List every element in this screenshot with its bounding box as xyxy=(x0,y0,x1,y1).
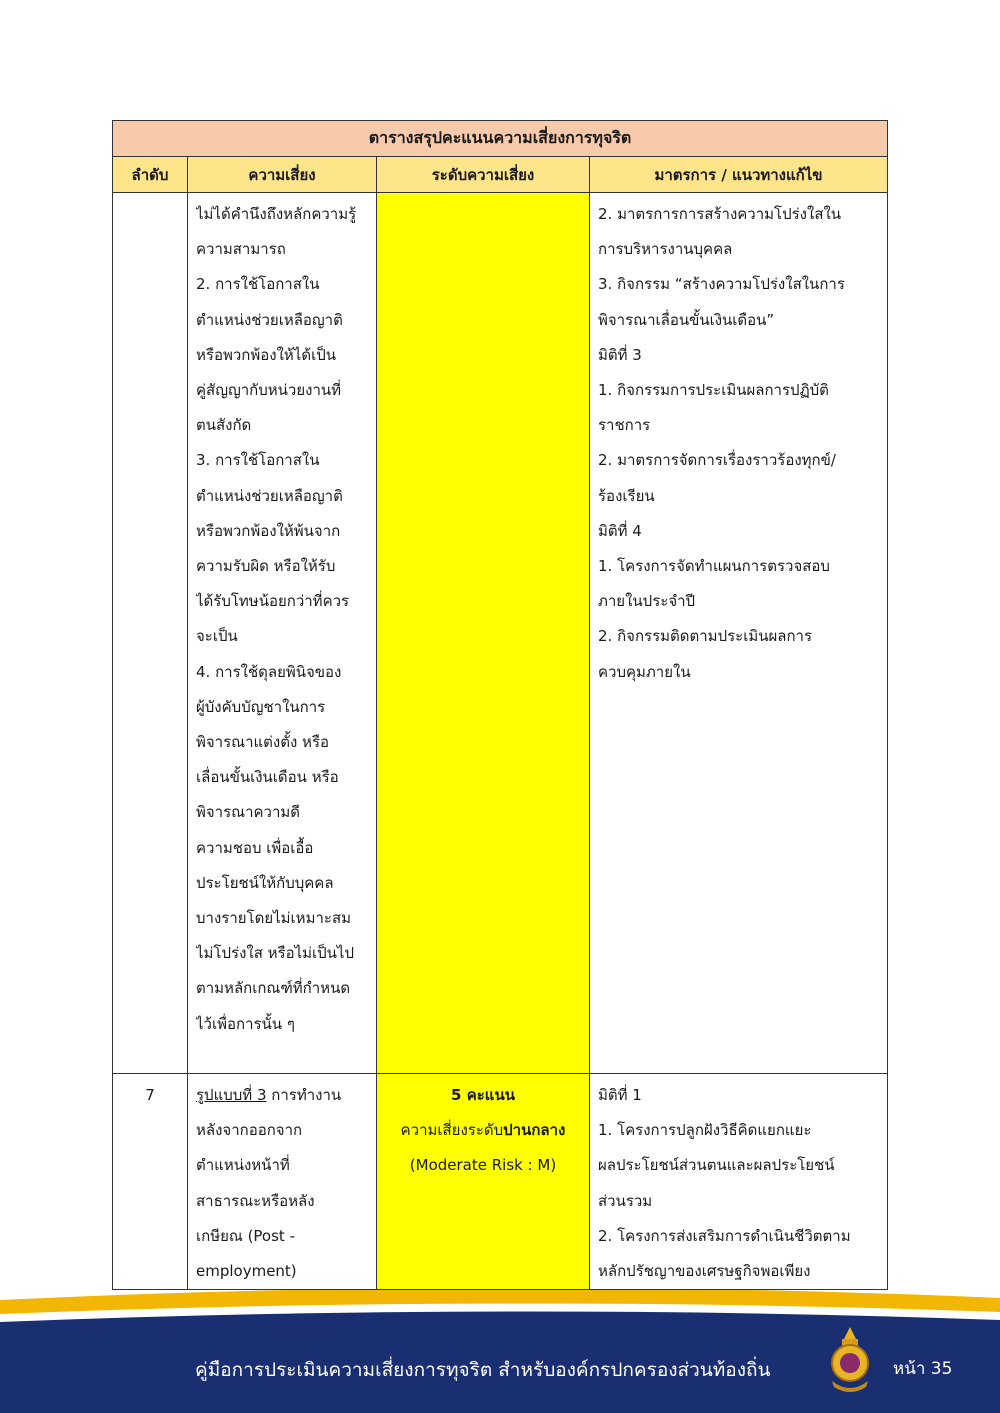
order-cell xyxy=(113,193,188,1074)
table-row xyxy=(113,1074,888,1290)
order-cell xyxy=(113,1074,188,1290)
risk-line: สาธารณะหรือหลัง xyxy=(196,1191,315,1210)
measure-line: ส่วนรวม xyxy=(598,1191,653,1210)
risk-lines xyxy=(188,193,376,1042)
measure-line: 3. กิจกรรม “สร้างความโปร่งใสในการ xyxy=(598,275,845,294)
page-number: หน้า 35 xyxy=(893,1359,953,1379)
risk-line: หรือพวกพ้องให้ได้เป็น xyxy=(196,345,336,364)
measure-line: ราชการ xyxy=(598,416,651,435)
risk-cell xyxy=(188,193,377,1074)
header-measures: มาตรการ / แนวทางแก้ไข xyxy=(590,157,888,193)
risk-line: ได้รับโทษน้อยกว่าที่ควร xyxy=(196,592,350,611)
risk-line: 4. การใช้ดุลยพินิจของ xyxy=(196,662,342,681)
order-number: 7 xyxy=(145,1086,155,1104)
measure-line: ภายในประจำปี xyxy=(598,592,696,611)
risk-line: ความรับผิด หรือให้รับ xyxy=(196,557,336,576)
header-order: ลำดับ xyxy=(113,157,188,193)
measures-cell xyxy=(590,193,888,1074)
measure-line: 2. กิจกรรมติดตามประเมินผลการ xyxy=(598,627,813,646)
risk-line: ตำแหน่งหน้าที่ xyxy=(196,1156,290,1175)
risk-level-en: (Moderate Risk : M) xyxy=(409,1156,557,1175)
measure-line: มิติที่ 1 xyxy=(598,1086,642,1104)
measure-line: 2. มาตรการการสร้างความโปร่งใสใน xyxy=(598,205,842,223)
risk-line: ประโยชน์ให้กับบุคคล xyxy=(196,873,334,892)
measure-line: 2. โครงการส่งเสริมการดำเนินชีวิตตาม xyxy=(598,1226,851,1245)
measure-line: ควบคุมภายใน xyxy=(598,662,691,681)
measure-line: การบริหารงานบุคคล xyxy=(598,240,733,259)
risk-line: พิจารณาแต่งตั้ง หรือ xyxy=(196,733,330,752)
risk-line: จะเป็น xyxy=(196,627,238,646)
risk-line: ตำแหน่งช่วยเหลือญาติ xyxy=(196,486,343,505)
risk-line: ตามหลักเกณฑ์ที่กำหนด xyxy=(196,979,351,998)
measures-cell xyxy=(590,1074,888,1290)
risk-score: 5 คะแนน xyxy=(451,1086,515,1104)
risk-line: ความชอบ เพื่อเอื้อ xyxy=(196,838,314,857)
risk-line: ไว้เพื่อการนั้น ๆ xyxy=(196,1014,295,1033)
measure-line: 2. มาตรการจัดการเรื่องราวร้องทุกข์/ xyxy=(598,451,836,470)
measure-line: 1. กิจกรรมการประเมินผลการปฏิบัติ xyxy=(598,381,829,400)
risk-line: ผู้บังคับบัญชาในการ xyxy=(196,697,326,716)
measure-line: 1. โครงการจัดทำแผนการตรวจสอบ xyxy=(598,557,830,576)
measure-line: ร้องเรียน xyxy=(598,486,655,505)
risk-line: คู่สัญญากับหน่วยงานที่ xyxy=(196,381,342,400)
risk-line: พิจารณาความดี xyxy=(196,803,301,822)
risk-line: ไม่โปร่งใส หรือไม่เป็นไป xyxy=(196,944,354,963)
table-title: ตารางสรุปคะแนนความเสี่ยงการทุจริต xyxy=(113,121,888,157)
level-cell xyxy=(377,193,590,1074)
risk-line: employment) xyxy=(196,1262,297,1281)
risk-line: 3. การใช้โอกาสใน xyxy=(196,451,320,470)
risk-cell xyxy=(188,1074,377,1290)
risk-lines xyxy=(188,1074,376,1289)
risk-level: ความเสี่ยงระดับปานกลาง xyxy=(400,1121,566,1140)
risk-line: ไม่ได้คำนึงถึงหลักความรู้ xyxy=(196,205,357,223)
measure-line: หลักปรัชญาของเศรษฐกิจพอเพียง xyxy=(598,1262,811,1281)
table-row xyxy=(113,193,888,1074)
risk-line: 2. การใช้โอกาสใน xyxy=(196,275,320,294)
risk-line: หลังจากออกจาก xyxy=(196,1121,303,1140)
measure-line: 1. โครงการปลูกฝังวิธีคิดแยกแยะ xyxy=(598,1121,812,1140)
footer-title: คู่มือการประเมินความเสี่ยงการทุจริต สำหรับองค์กรปกครองส่วนท้องถิ่น xyxy=(195,1359,771,1381)
measure-lines xyxy=(590,193,887,690)
measure-lines xyxy=(590,1074,887,1289)
risk-line: ความสามารถ xyxy=(196,240,286,259)
measure-line: มิติที่ 4 xyxy=(598,521,642,540)
risk-line: ตำแหน่งช่วยเหลือญาติ xyxy=(196,310,343,329)
level-cell xyxy=(377,1074,590,1290)
risk-line: บางรายโดยไม่เหมาะสม xyxy=(196,909,351,928)
header-level: ระดับความเสี่ยง xyxy=(377,157,590,193)
department-emblem-icon xyxy=(822,1325,878,1395)
risk-first-line: รูปแบบที่ 3 การทำงาน xyxy=(196,1086,342,1104)
measure-line: มิติที่ 3 xyxy=(598,345,642,364)
risk-line: เลื่อนขั้นเงินเดือน หรือ xyxy=(196,768,339,787)
measure-line: พิจารณาเลื่อนขั้นเงินเดือน” xyxy=(598,310,775,329)
risk-pattern-label: รูปแบบที่ 3 xyxy=(196,1086,267,1104)
risk-line: ตนสังกัด xyxy=(196,416,252,435)
header-risk: ความเสี่ยง xyxy=(188,157,377,193)
risk-line: เกษียณ (Post - xyxy=(196,1226,295,1245)
risk-summary-table xyxy=(112,120,888,1290)
risk-line: หรือพวกพ้องให้พ้นจาก xyxy=(196,521,341,540)
measure-line: ผลประโยชน์ส่วนตนและผลประโยชน์ xyxy=(598,1156,835,1175)
